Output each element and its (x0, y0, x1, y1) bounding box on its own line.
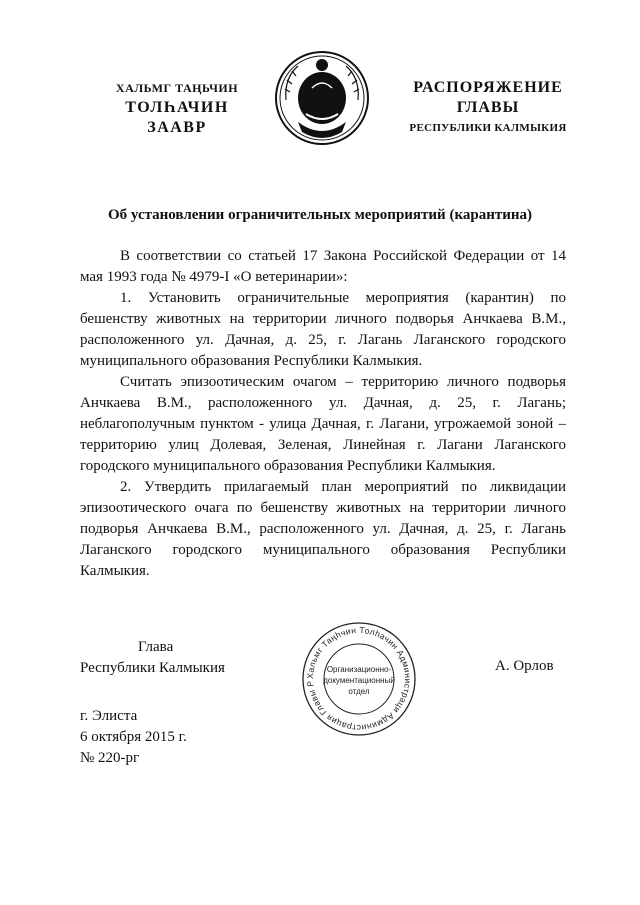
document-footer (80, 706, 187, 769)
stamp-inner-line2: документационный (323, 676, 395, 685)
paragraph-item-2: 2. Утвердить прилагаемый план мероприятий по ликвидации эпизоотического очага по бешенству животных на территории личного подворья Анчкаева В.М., расположенного ул. Дачная, д. 25, г. Лагань Лаганского городского муниципального образования Республики Калмыкия. (80, 479, 566, 579)
paragraph-preamble: В соответствии со статьей 17 Закона Российской Федерации от 14 мая 1993 года № 4979-I «О ветеринарии»: (80, 248, 566, 285)
header-right-line3: РЕСПУБЛИКИ КАЛМЫКИЯ (409, 122, 567, 134)
official-stamp (300, 620, 418, 738)
paragraph-item-1: 1. Установить ограничительные мероприятия (карантин) по бешенству животных на территории личного подворья Анчкаева В.М., расположенного ул. Дачная, д. 25, г. Лагань Лаганского городского муниципального образования Республики Калмыкия. (80, 290, 566, 369)
stamp-icon (300, 620, 418, 738)
stamp-inner-line1: Организационно- (326, 665, 392, 674)
header-right-line2: ГЛАВЫ (456, 99, 520, 116)
header-left-line2: ТОЛҺАЧИН (125, 99, 229, 116)
footer-number: № 220-рг (80, 750, 140, 766)
header-left-block (92, 78, 262, 138)
header-left-line3: ЗААВР (147, 119, 207, 136)
header-right-block (393, 78, 583, 138)
document-title: Об установлении ограничительных мероприятий (карантина) (107, 207, 532, 223)
signatory-name: А. Орлов (495, 658, 554, 674)
header-right-line1: РАСПОРЯЖЕНИЕ (413, 79, 563, 96)
signature-position-line1: Глава (138, 639, 174, 655)
paragraph-epizootic-focus: Считать эпизоотическим очагом – территорию личного подворья Анчкаева В.М., расположенного ул. Дачная, д. 25, г. Лагань; неблагополучным пунктом - улица Дачная, г. Лагани, угрожаемой зоной – территорию улиц Долевая, Зеленая, Линейная г. Лагани Лаганского городского муниципального образования Республики Калмыкия. (80, 374, 566, 474)
footer-city: г. Элиста (80, 708, 138, 724)
footer-date: 6 октября 2015 г. (80, 729, 187, 745)
stamp-ring-text: Хальмг Таңһчин Толһачин Администраци Администрация Главы Р (304, 624, 414, 734)
signature-position (80, 637, 225, 679)
header-left-line1: ХАЛЬМГ ТАҢЬЧИН (115, 81, 239, 95)
emblem-icon (272, 48, 372, 148)
stamp-inner-line3: отдел (348, 687, 370, 696)
signature-position-line2: Республики Калмыкия (80, 660, 225, 676)
document-body (80, 246, 566, 582)
coat-of-arms-emblem (272, 48, 372, 148)
